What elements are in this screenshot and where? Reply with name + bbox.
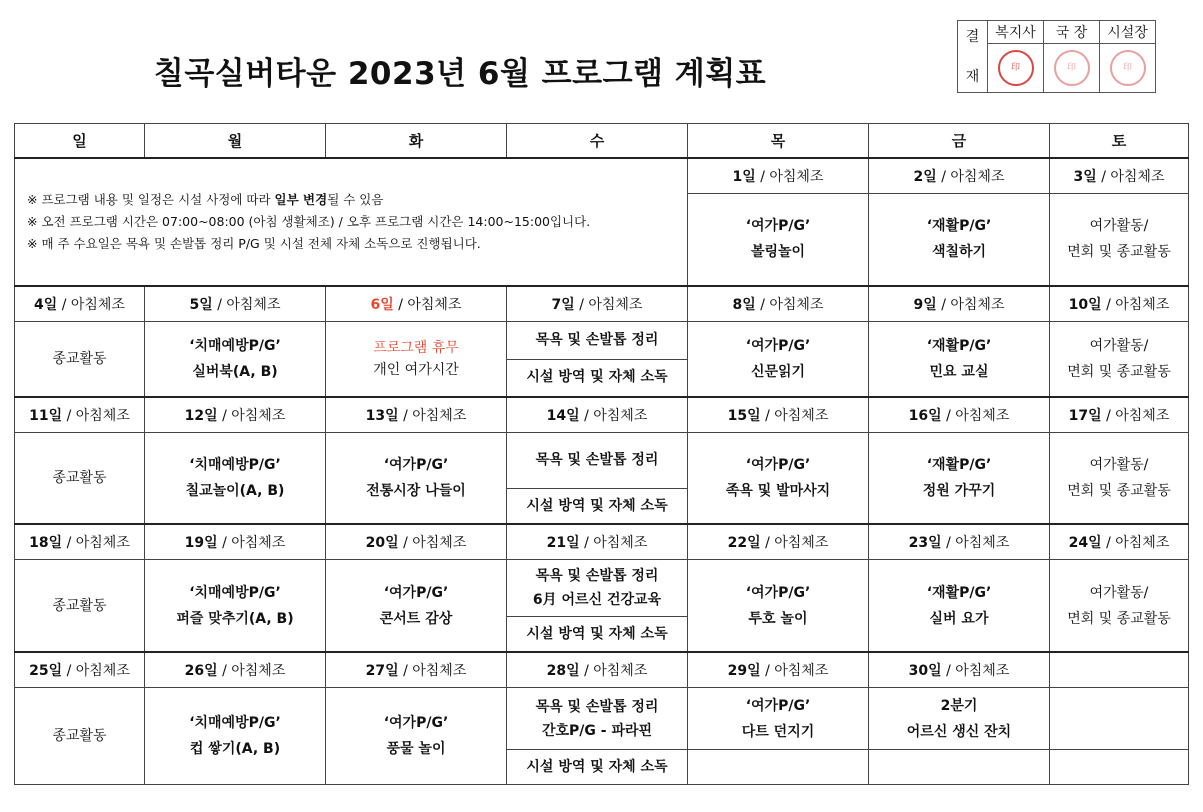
- day-label: 8일 / 아침체조: [688, 286, 869, 322]
- program-cell: ‘재활P/G’ 정원 가꾸기: [869, 433, 1050, 525]
- program-cell-empty: [688, 750, 869, 785]
- program-cell: ‘치매예방P/G’ 칠교놀이(A, B): [145, 433, 326, 525]
- day-label: 10일 / 아침체조: [1050, 286, 1189, 322]
- day-label: 28일 / 아침체조: [507, 652, 688, 688]
- day-label-empty: [1050, 652, 1189, 688]
- approval-header-head: 시설장: [1100, 21, 1156, 44]
- day-label: 18일 / 아침체조: [15, 524, 145, 560]
- day-label: 6일 / 아침체조: [326, 286, 507, 322]
- program-cell: 시설 방역 및 자체 소독: [507, 359, 688, 397]
- approval-header-director: 국 장: [1044, 21, 1100, 44]
- stamp-icon: 印: [1110, 50, 1146, 86]
- day-label: 5일 / 아침체조: [145, 286, 326, 322]
- weekday-sat: 토: [1050, 124, 1189, 159]
- day-label: 12일 / 아침체조: [145, 397, 326, 433]
- note-2: ※ 오전 프로그램 시간은 07:00~08:00 (아침 생활체조) / 오후 프로그램 시간은 14:00~15:00입니다.: [27, 213, 591, 229]
- program-cell: 종교활동: [15, 321, 145, 397]
- approval-header-worker: 복지사: [988, 21, 1044, 44]
- program-cell-empty: [1050, 750, 1189, 785]
- day-label: 16일 / 아침체조: [869, 397, 1050, 433]
- program-cell-empty: [869, 750, 1050, 785]
- weekday-mon: 월: [145, 124, 326, 159]
- program-cell: 여가활동/ 면회 및 종교활동: [1050, 194, 1189, 286]
- approval-label: 결 재: [958, 21, 988, 93]
- day-label: 30일 / 아침체조: [869, 652, 1050, 688]
- program-cell: ‘여가P/G’ 신문읽기: [688, 321, 869, 397]
- program-cell: 종교활동: [15, 433, 145, 525]
- program-cell: 시설 방역 및 자체 소독: [507, 617, 688, 653]
- program-cell: 시설 방역 및 자체 소독: [507, 489, 688, 525]
- weekday-tue: 화: [326, 124, 507, 159]
- program-cell: ‘여가P/G’ 콘서트 감상: [326, 560, 507, 653]
- day-label: 22일 / 아침체조: [688, 524, 869, 560]
- program-cell: ‘여가P/G’ 다트 던지기: [688, 688, 869, 750]
- page-title: 칠곡실버타운 2023년 6월 프로그램 계획표: [153, 56, 767, 92]
- program-cell: ‘치매예방P/G’ 퍼즐 맞추기(A, B): [145, 560, 326, 653]
- day-label: 25일 / 아침체조: [15, 652, 145, 688]
- note-3: ※ 매 주 수요일은 목욕 및 손발톱 정리 P/G 및 시설 전체 자체 소독으로 진행됩니다.: [27, 235, 481, 251]
- approval-box: [957, 20, 1156, 93]
- program-cell: ‘재활P/G’ 색칠하기: [869, 194, 1050, 286]
- program-cell: 2분기 어르신 생신 잔치: [869, 688, 1050, 750]
- program-cell: 목욕 및 손발톱 정리 간호P/G - 파라핀: [507, 688, 688, 750]
- day-label: 13일 / 아침체조: [326, 397, 507, 433]
- program-cell: ‘치매예방P/G’ 컵 쌓기(A, B): [145, 688, 326, 785]
- program-cell: 프로그램 휴무 개인 여가시간: [326, 321, 507, 397]
- day-label: 24일 / 아침체조: [1050, 524, 1189, 560]
- day-label: 4일 / 아침체조: [15, 286, 145, 322]
- program-cell: 여가활동/ 면회 및 종교활동: [1050, 321, 1189, 397]
- day-label: 3일 / 아침체조: [1050, 158, 1189, 194]
- program-cell: 목욕 및 손발톱 정리: [507, 433, 688, 489]
- program-cell: 목욕 및 손발톱 정리 6月 어르신 건강교육: [507, 560, 688, 617]
- day-label: 7일 / 아침체조: [507, 286, 688, 322]
- day-label: 2일 / 아침체조: [869, 158, 1050, 194]
- program-cell: ‘여가P/G’ 볼링놀이: [688, 194, 869, 286]
- note-1: ※ 프로그램 내용 및 일정은 시설 사정에 따라 일부 변경될 수 있음: [27, 191, 384, 207]
- program-cell: ‘여가P/G’ 전통시장 나들이: [326, 433, 507, 525]
- schedule-table: [14, 123, 1189, 785]
- day-label: 19일 / 아침체조: [145, 524, 326, 560]
- program-cell: 종교활동: [15, 688, 145, 785]
- day-label: 23일 / 아침체조: [869, 524, 1050, 560]
- program-cell: ‘여가P/G’ 투호 놀이: [688, 560, 869, 653]
- day-label: 17일 / 아침체조: [1050, 397, 1189, 433]
- day-label: 14일 / 아침체조: [507, 397, 688, 433]
- program-cell: ‘재활P/G’ 민요 교실: [869, 321, 1050, 397]
- weekday-sun: 일: [15, 124, 145, 159]
- weekday-fri: 금: [869, 124, 1050, 159]
- program-cell: ‘여가P/G’ 족욕 및 발마사지: [688, 433, 869, 525]
- weekday-thu: 목: [688, 124, 869, 159]
- day-label: 27일 / 아침체조: [326, 652, 507, 688]
- program-cell-empty: [1050, 688, 1189, 750]
- day-label: 15일 / 아침체조: [688, 397, 869, 433]
- program-cell: ‘재활P/G’ 실버 요가: [869, 560, 1050, 653]
- program-cell: ‘여가P/G’ 풍물 놀이: [326, 688, 507, 785]
- stamp-icon: 印: [1054, 50, 1090, 86]
- program-cell: 시설 방역 및 자체 소독: [507, 750, 688, 785]
- weekday-wed: 수: [507, 124, 688, 159]
- program-cell: 종교활동: [15, 560, 145, 653]
- day-label: 29일 / 아침체조: [688, 652, 869, 688]
- program-cell: 여가활동/ 면회 및 종교활동: [1050, 560, 1189, 653]
- stamp-icon: 印: [998, 50, 1034, 86]
- program-cell: 목욕 및 손발톱 정리: [507, 321, 688, 359]
- program-cell: 여가활동/ 면회 및 종교활동: [1050, 433, 1189, 525]
- day-label: 11일 / 아침체조: [15, 397, 145, 433]
- day-label: 20일 / 아침체조: [326, 524, 507, 560]
- notes-cell: [15, 158, 688, 286]
- day-label: 9일 / 아침체조: [869, 286, 1050, 322]
- day-label: 21일 / 아침체조: [507, 524, 688, 560]
- program-cell: ‘치매예방P/G’ 실버북(A, B): [145, 321, 326, 397]
- day-label: 26일 / 아침체조: [145, 652, 326, 688]
- day-label: 1일 / 아침체조: [688, 158, 869, 194]
